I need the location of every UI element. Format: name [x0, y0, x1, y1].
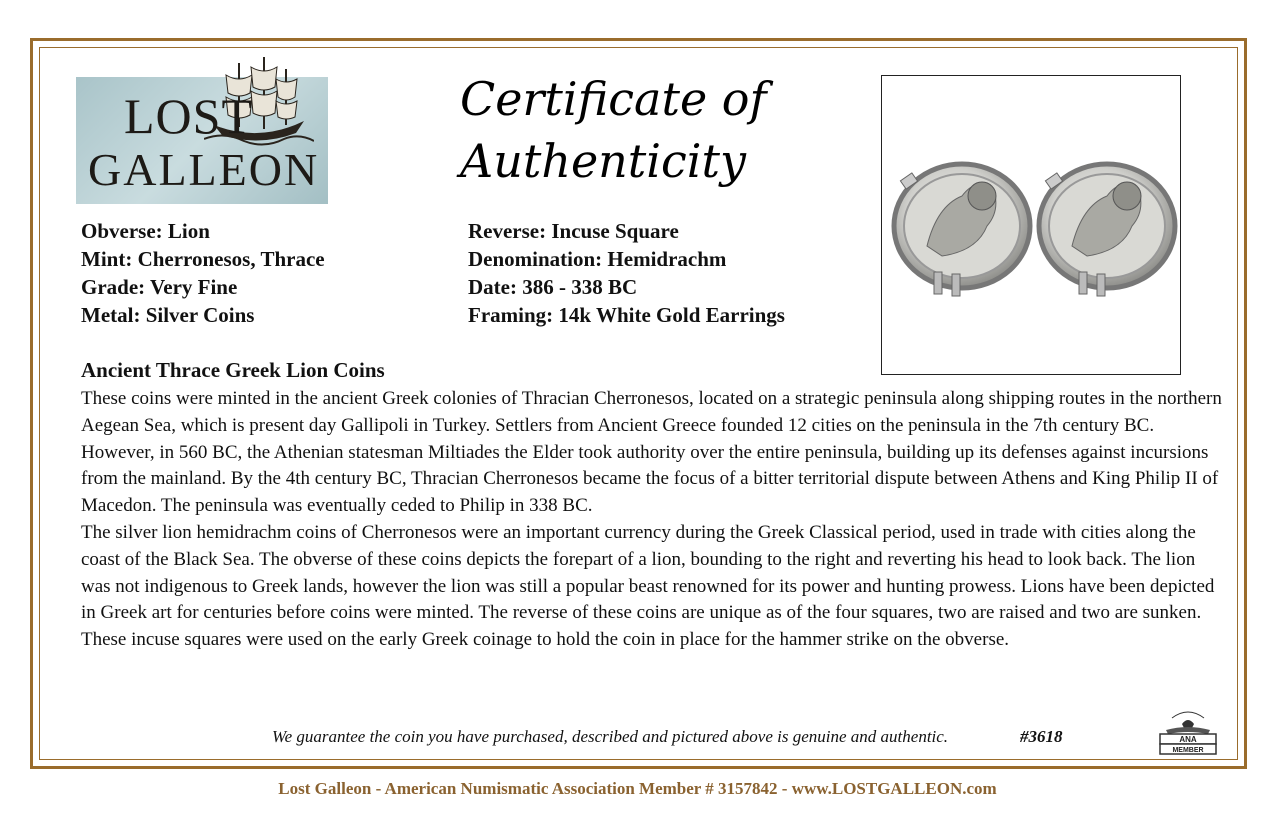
- spec-mint: Mint: Cherronesos, Thrace: [81, 247, 325, 271]
- spec-metal: Metal: Silver Coins: [81, 303, 255, 327]
- left-earring: [894, 164, 1030, 296]
- spec-denomination: Denomination: Hemidrachm: [468, 247, 727, 271]
- specs-right: [468, 217, 785, 329]
- right-earring: [1039, 164, 1175, 296]
- spec-grade: Grade: Very Fine: [81, 275, 238, 299]
- ana-badge-bottom: MEMBER: [1172, 747, 1204, 754]
- ana-badge-top: ANA: [1179, 735, 1197, 744]
- section-title: Ancient Thrace Greek Lion Coins: [81, 358, 385, 382]
- description-paragraph-1: These coins were minted in the ancient Greek colonies of Thracian Cherronesos, located on a strategic peninsula along shipping routes in the northern Aegean Sea, which is present day Gallipoli in Turkey. Settlers from Ancient Greece founded 12 cities on the peninsula in the 7th century BC. However, in 560 BC, the Athenian statesman Miltiades the Elder took authority over the entire peninsula, building up its defenses against incursions from the mainland. By the 4th century BC, Thracian Cherronesos became the focus of a bitter territorial dispute between Athens and King Philip II of Macedon. The peninsula was eventually ceded to Philip in 338 BC.: [81, 388, 1222, 517]
- logo-text-galleon: GALLEON: [88, 144, 320, 195]
- ana-member-badge-icon: [1152, 708, 1224, 756]
- spec-date: Date: 386 - 338 BC: [468, 275, 638, 299]
- coin-earrings-photo: [881, 75, 1181, 375]
- description-paragraph-2: The silver lion hemidrachm coins of Cherronesos were an important currency during the Greek Classical period, used in trade with cities along the coast of the Black Sea. The obverse of these coins depicts the forepart of a lion, bounding to the right and reverting his head to look back. The lion was not indigenous to Greek lands, however the lion was still a popular beast renowned for its power and hunting prowess. Lions have been depicted in Greek art for centuries before coins were minted. The reverse of these coins are unique as of the four squares, two are raised and two are sunken. These incuse squares were used on the early Greek coinage to hold the coin in place for the hammer strike on the obverse.: [81, 521, 1215, 651]
- certificate-title: [460, 68, 780, 192]
- spec-framing: Framing: 14k White Gold Earrings: [468, 303, 785, 327]
- title-line-1: Certificate of: [460, 72, 767, 126]
- logo-text-lost: LOST: [124, 88, 253, 144]
- certificate-number: #3618: [1020, 727, 1063, 746]
- title-line-2: Authenticity: [460, 134, 746, 188]
- spec-reverse: Reverse: Incuse Square: [468, 219, 679, 243]
- spec-obverse: Obverse: Lion: [81, 219, 210, 243]
- guarantee-statement: We guarantee the coin you have purchased, described and pictured above is genuine and authentic.: [272, 727, 949, 746]
- lost-galleon-logo: [76, 77, 328, 204]
- description-body: [81, 386, 1226, 654]
- earrings-image: [882, 76, 1180, 374]
- specs-left: [81, 217, 325, 329]
- footer-line: Lost Galleon - American Numismatic Association Member # 3157842 - www.LOSTGALLEON.com: [278, 779, 997, 798]
